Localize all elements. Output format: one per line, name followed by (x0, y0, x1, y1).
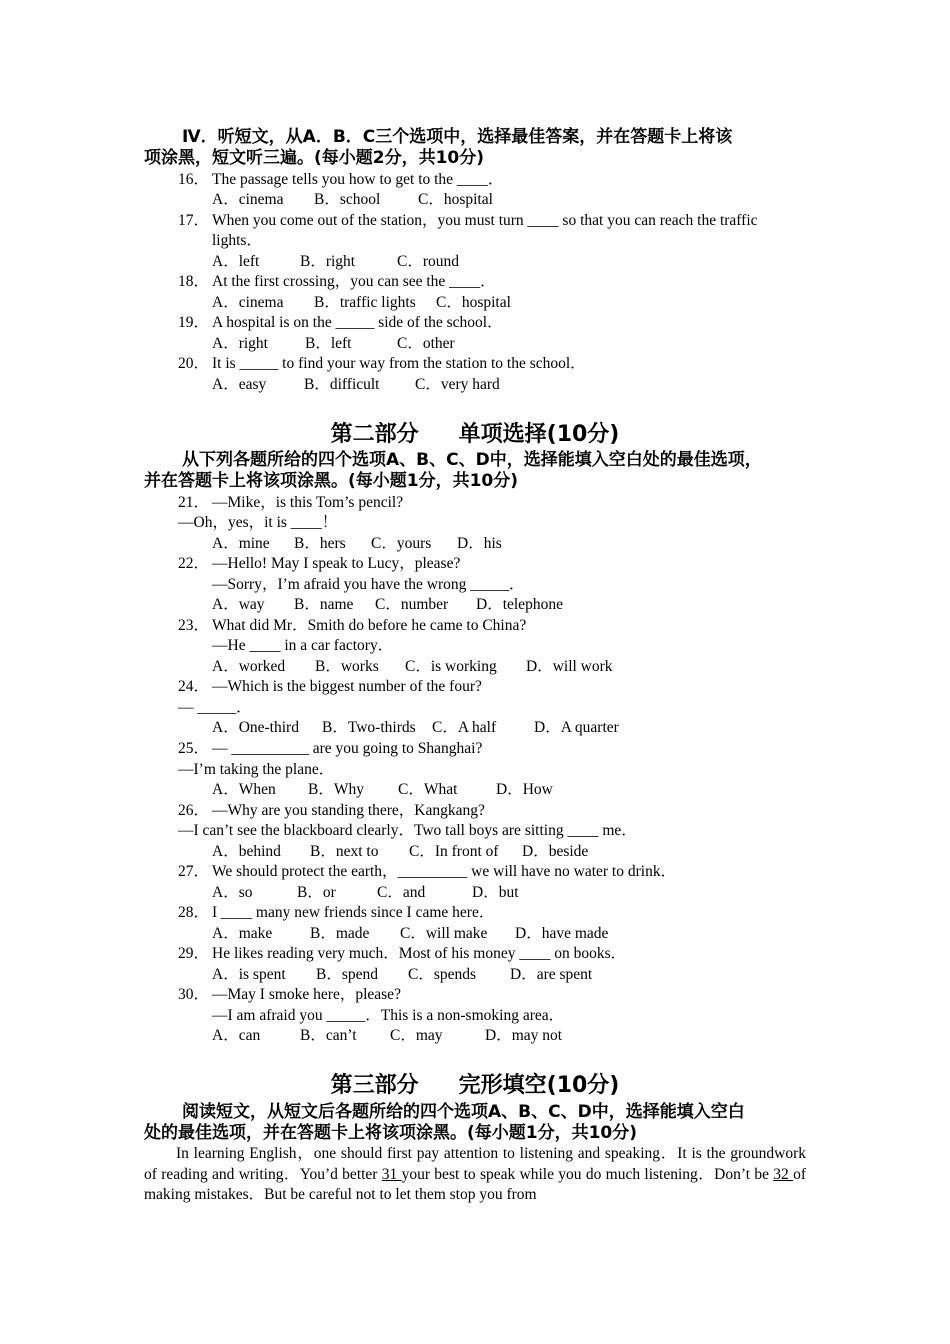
option-a[interactable]: A．way (212, 596, 265, 613)
q19-text: A hospital is on the _____ side of the school． (212, 314, 503, 331)
option-c[interactable]: C．other (397, 335, 455, 352)
option-a[interactable]: A．mine (212, 535, 270, 552)
option-a[interactable]: A．left (212, 253, 260, 270)
option-b[interactable]: B．next to (310, 843, 379, 860)
q30-number: 30． (178, 986, 210, 1003)
q27-text: We should protect the earth，_________ we will have no water to drink． (212, 863, 677, 880)
q17-number: 17． (178, 212, 210, 229)
option-a[interactable]: A．make (212, 925, 273, 942)
q22-reply: —Sorry，I’m afraid you have the wrong _____． (212, 576, 525, 593)
option-b[interactable]: B．Why (308, 781, 364, 798)
q22-options (212, 595, 563, 615)
part2-title (0, 421, 950, 449)
section4-instr-line1: Ⅳ．听短文，从A．B．C三个选项中，选择最佳答案，并在答题卡上将该 (182, 127, 733, 147)
q29-options (212, 965, 592, 985)
blank-31[interactable]: 31 (381, 1165, 402, 1183)
q28-number: 28． (178, 904, 210, 921)
option-a[interactable]: A．worked (212, 658, 286, 675)
option-d[interactable]: D．will work (526, 658, 613, 675)
q29-number: 29． (178, 945, 210, 962)
q25-number: 25． (178, 740, 210, 757)
option-a[interactable]: A．One-third (212, 719, 299, 736)
q25-text: — __________ are you going to Shanghai? (212, 740, 483, 757)
option-c[interactable]: C．round (397, 253, 460, 270)
q26-number: 26． (178, 802, 210, 819)
part3-title (0, 1072, 950, 1100)
q23-reply: —He ____ in a car factory． (212, 637, 394, 654)
q30-reply: —I am afraid you _____．This is a non-smoking area． (212, 1007, 565, 1024)
option-a[interactable]: A．right (212, 335, 268, 352)
part2-instr-line2: 并在答题卡上将该项涂黑。(每小题1分，共10分) (144, 471, 519, 491)
option-a[interactable]: A．When (212, 781, 276, 798)
q29-text: He likes reading very much．Most of his money ____ on books． (212, 945, 627, 962)
option-a[interactable]: A．so (212, 884, 253, 901)
q25-reply: —I’m taking the plane． (178, 761, 335, 778)
option-b[interactable]: B．left (305, 335, 352, 352)
q18-text: At the first crossing，you can see the ____． (212, 273, 496, 290)
q17-text: When you come out of the station，you must turn ____ so that you can reach the traffic (212, 212, 758, 229)
q30-options (212, 1026, 562, 1046)
option-c[interactable]: C．In front of (409, 843, 499, 860)
option-d[interactable]: D．A quarter (534, 719, 619, 736)
q26-reply: —I can’t see the blackboard clearly．Two tall boys are sitting ____ me． (178, 822, 637, 839)
q21-reply: —Oh，yes，it is ____！ (178, 514, 338, 531)
blank-32[interactable]: 32 (773, 1165, 794, 1183)
option-c[interactable]: C．is working (405, 658, 497, 675)
option-c[interactable]: C．may (390, 1027, 443, 1044)
q18-options (212, 293, 511, 313)
passage-sentence-3: of making mistakes．But be careful not to let them stop you from (144, 1165, 807, 1203)
option-c[interactable]: C．hospital (418, 191, 493, 208)
q28-options (212, 924, 608, 944)
option-b[interactable]: B．works (315, 658, 379, 675)
q30-text: —May I smoke here，please? (212, 986, 401, 1003)
passage-sentence-2: your best to speak while you do much listening．Don’t be (401, 1165, 774, 1183)
option-b[interactable]: B．spend (316, 966, 379, 983)
part3-instructions (144, 1102, 812, 1144)
option-b[interactable]: B．made (310, 925, 370, 942)
q24-options (212, 718, 619, 738)
option-a[interactable]: A．is spent (212, 966, 286, 983)
option-c[interactable]: C．spends (408, 966, 477, 983)
option-c[interactable]: C．very hard (415, 376, 500, 393)
option-c[interactable]: C．What (398, 781, 458, 798)
option-d[interactable]: D．How (496, 781, 553, 798)
option-d[interactable]: D．may not (485, 1027, 563, 1044)
q24-reply: — _____． (178, 699, 252, 716)
option-b[interactable]: B．or (297, 884, 336, 901)
option-b[interactable]: B．can’t (300, 1027, 357, 1044)
cloze-passage (144, 1144, 806, 1206)
option-c[interactable]: C．yours (371, 535, 432, 552)
option-d[interactable]: D．but (472, 884, 519, 901)
option-a[interactable]: A．easy (212, 376, 267, 393)
part3-title-part: 第三部分 (330, 1073, 419, 1098)
option-c[interactable]: C．and (377, 884, 426, 901)
option-a[interactable]: A．cinema (212, 294, 284, 311)
q27-options (212, 883, 519, 903)
option-b[interactable]: B．Two-thirds (322, 719, 416, 736)
q25-options (212, 780, 553, 800)
part2-instr-line1: 从下列各题所给的四个选项A、B、C、D中，选择能填入空白处的最佳选项， (182, 450, 762, 470)
q22-number: 22． (178, 555, 210, 572)
q26-options (212, 842, 588, 862)
option-d[interactable]: D．his (457, 535, 502, 552)
option-b[interactable]: B．school (314, 191, 381, 208)
option-d[interactable]: D．are spent (510, 966, 593, 983)
part2-title-part: 第二部分 (330, 422, 419, 447)
q23-number: 23． (178, 617, 210, 634)
q24-text: —Which is the biggest number of the four? (212, 678, 482, 695)
q21-options (212, 534, 502, 554)
option-c[interactable]: C．number (375, 596, 449, 613)
part3-instr-line1: 阅读短文，从短文后各题所给的四个选项A、B、C、D中，选择能填入空白 (182, 1102, 745, 1122)
q24-number: 24． (178, 678, 210, 695)
q23-options (212, 657, 613, 677)
q16-number: 16． (178, 171, 210, 188)
option-b[interactable]: B．name (294, 596, 354, 613)
option-c[interactable]: C．will make (400, 925, 488, 942)
option-b[interactable]: B．difficult (304, 376, 380, 393)
part2-title-name: 单项选择(10分) (458, 422, 620, 447)
option-b[interactable]: B．right (300, 253, 356, 270)
section4-instructions (144, 127, 812, 169)
q23-text: What did Mr．Smith do before he came to China? (212, 617, 527, 634)
option-a[interactable]: A．can (212, 1027, 261, 1044)
q26-text: —Why are you standing there，Kangkang? (212, 802, 485, 819)
option-a[interactable]: A．cinema (212, 191, 284, 208)
q19-number: 19． (178, 314, 210, 331)
q21-text: —Mike，is this Tom’s pencil? (212, 494, 404, 511)
option-a[interactable]: A．behind (212, 843, 281, 860)
q20-options (212, 375, 500, 395)
option-d[interactable]: D．have made (515, 925, 609, 942)
passage-sentence-1: In learning English，one should first pay attention to listening and speaking．It is the groundwork of reading and writing．You’d better (144, 1145, 806, 1183)
q18-number: 18． (178, 273, 210, 290)
q17-options (212, 252, 459, 272)
q20-number: 20． (178, 355, 210, 372)
part3-instr-line2: 处的最佳选项，并在答题卡上将该项涂黑。(每小题1分，共10分) (144, 1123, 638, 1143)
part3-title-name: 完形填空(10分) (458, 1073, 620, 1098)
option-c[interactable]: C．A half (432, 719, 497, 736)
option-d[interactable]: D．beside (522, 843, 589, 860)
option-d[interactable]: D．telephone (476, 596, 563, 613)
q20-text: It is _____ to find your way from the station to the school． (212, 355, 586, 372)
option-b[interactable]: B．traffic lights (314, 294, 416, 311)
q16-options (212, 190, 493, 210)
q27-number: 27． (178, 863, 210, 880)
q28-text: I ____ many new friends since I came here． (212, 904, 495, 921)
q19-options (212, 334, 455, 354)
q21-number: 21． (178, 494, 210, 511)
q22-text: —Hello! May I speak to Lucy，please? (212, 555, 461, 572)
option-b[interactable]: B．hers (294, 535, 346, 552)
section4-instr-line2: 项涂黑，短文听三遍。(每小题2分，共10分) (144, 148, 485, 168)
part2-instructions (144, 450, 812, 492)
option-c[interactable]: C．hospital (436, 294, 511, 311)
q17-text-cont: lights． (212, 232, 262, 249)
q16-text: The passage tells you how to get to the ____． (212, 171, 504, 188)
